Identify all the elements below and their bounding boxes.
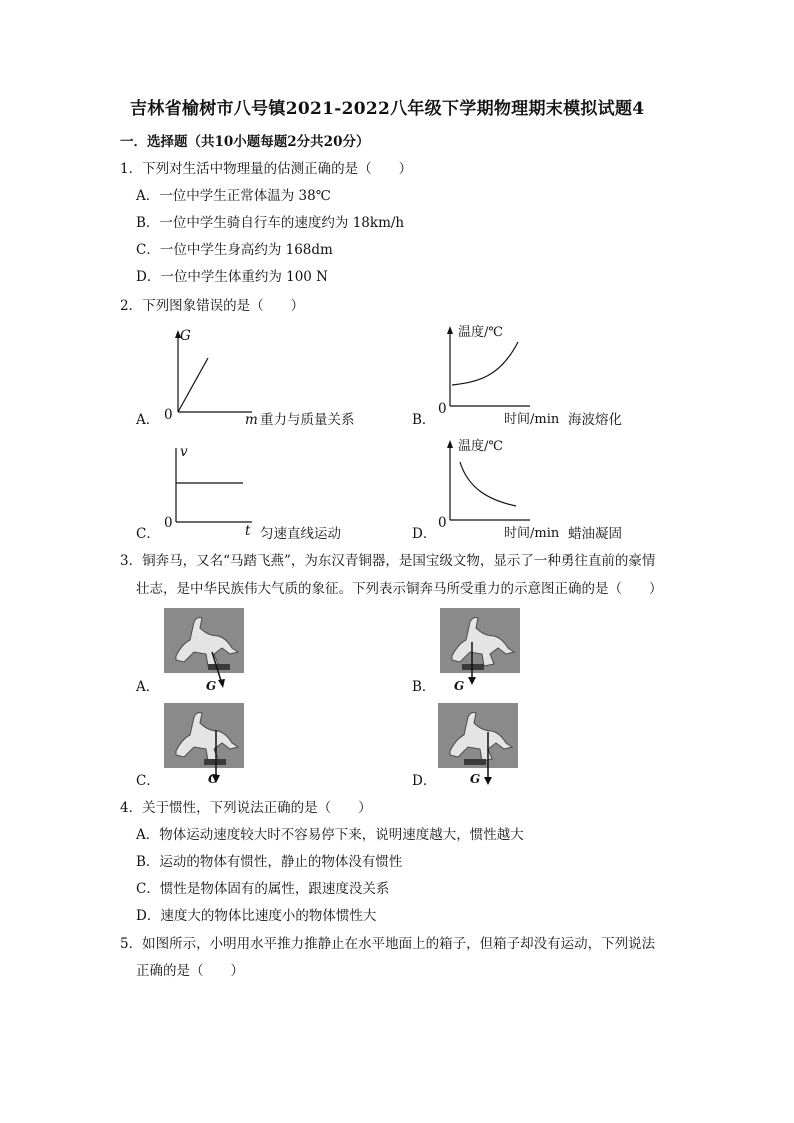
section-heading: 一．选择题（共10小题每题2分共20分） bbox=[120, 134, 370, 150]
q3-option-d-letter: D． bbox=[412, 773, 437, 789]
graph-a-y-label: G bbox=[180, 328, 191, 344]
graph-b-y-arrow bbox=[447, 326, 453, 334]
graph-d-curve bbox=[460, 462, 516, 506]
graph-d-origin: 0 bbox=[438, 515, 447, 531]
q2-option-c-letter: C． bbox=[136, 526, 160, 542]
q3-option-b-letter: B． bbox=[412, 679, 436, 695]
force-arrow-b bbox=[460, 640, 490, 690]
graph-d-y-label: 温度/℃ bbox=[458, 439, 503, 454]
q1-option-a: A．一位中学生正常体温为 38℃ bbox=[136, 188, 331, 204]
q3-option-c-letter: C． bbox=[136, 773, 160, 789]
q3-stem-line1: 3．铜奔马，又名“马踏飞燕”，为东汉青铜器，是国宝级文物，显示了一种勇往直前的豪情 bbox=[120, 553, 656, 569]
q2-stem: 2．下列图象错误的是（ ） bbox=[120, 298, 305, 314]
graph-b-origin: 0 bbox=[438, 401, 447, 417]
graph-b-caption: 海波熔化 bbox=[568, 412, 622, 428]
q3-stem-line2: 壮志，是中华民族伟大气质的象征。下列表示铜奔马所受重力的示意图正确的是（ ） bbox=[136, 581, 663, 597]
graph-d-caption: 蜡油凝固 bbox=[568, 526, 622, 542]
graph-d-x-label: 时间/min bbox=[504, 526, 560, 541]
graph-a-origin: 0 bbox=[164, 407, 173, 423]
force-label-a: G bbox=[206, 679, 217, 693]
q2-option-a-letter: A． bbox=[136, 412, 160, 428]
graph-a-x-label: m bbox=[245, 412, 258, 428]
graph-b-y-label: 温度/℃ bbox=[458, 325, 503, 340]
q1-stem: 1．下列对生活中物理量的估测正确的是（ ） bbox=[120, 161, 413, 177]
q5-stem-line2: 正确的是（ ） bbox=[136, 963, 244, 979]
page-title: 吉林省榆树市八号镇2021-2022八年级下学期物理期末模拟试题4 bbox=[130, 99, 645, 119]
graph-b-x-label: 时间/min bbox=[504, 412, 560, 427]
q1-option-b: B．一位中学生骑自行车的速度约为 18km/h bbox=[136, 215, 405, 231]
q4-option-c: C．惯性是物体固有的属性，跟速度没关系 bbox=[136, 881, 390, 897]
graph-b-curve bbox=[452, 342, 518, 385]
q5-stem-line1: 5．如图所示，小明用水平推力推静止在水平地面上的箱子，但箱子却没有运动，下列说法 bbox=[120, 936, 656, 952]
q4-option-d: D．速度大的物体比速度小的物体惯性大 bbox=[136, 908, 377, 924]
q4-option-b: B．运动的物体有惯性，静止的物体没有惯性 bbox=[136, 854, 403, 870]
q4-option-a: A．物体运动速度较大时不容易停下来，说明速度越大，惯性越大 bbox=[136, 827, 524, 843]
force-label-c: G bbox=[208, 772, 219, 786]
q4-stem: 4．关于惯性，下列说法正确的是（ ） bbox=[120, 800, 372, 816]
q1-option-d: D．一位中学生体重约为 100 N bbox=[136, 269, 328, 285]
graph-c-x-label: t bbox=[245, 523, 251, 539]
graph-d-y-arrow bbox=[447, 440, 453, 448]
force-label-b: G bbox=[454, 679, 465, 693]
graph-a-line bbox=[178, 358, 208, 412]
graph-c bbox=[160, 438, 380, 540]
graph-c-origin: 0 bbox=[164, 515, 173, 531]
q3-option-a-letter: A． bbox=[136, 679, 160, 695]
q1-option-c: C．一位中学生身高约为 168dm bbox=[136, 242, 333, 258]
q2-option-b-letter: B． bbox=[412, 412, 436, 428]
q2-option-d-letter: D． bbox=[412, 526, 437, 542]
force-arrow-d bbox=[476, 730, 506, 790]
graph-c-caption: 匀速直线运动 bbox=[260, 526, 341, 542]
force-label-d: G bbox=[470, 772, 481, 786]
graph-a-caption: 重力与质量关系 bbox=[260, 412, 355, 428]
graph-c-y-label: v bbox=[180, 444, 188, 460]
